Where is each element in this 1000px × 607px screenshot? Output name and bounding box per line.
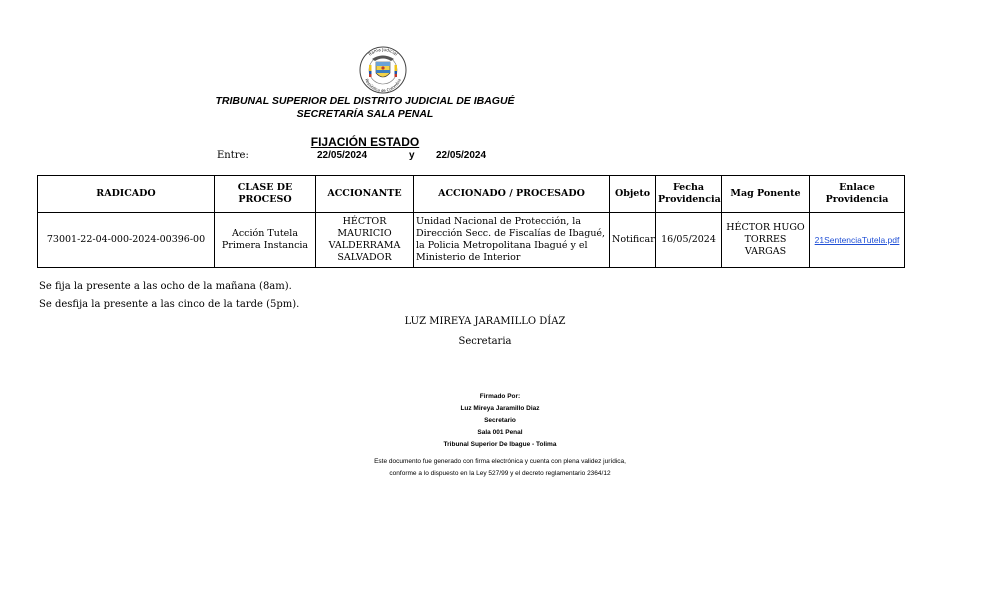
cell-accionado xyxy=(414,213,610,268)
cell-objeto: Notificar xyxy=(610,213,656,268)
note-fija: Se fija la presente a las ocho de la mañana (8am). xyxy=(39,281,292,292)
firma-cargo: Secretario xyxy=(484,417,516,424)
col-fecha xyxy=(656,176,722,213)
col-enlace-label-2: Providencia xyxy=(825,194,889,205)
firma-legal-line-2: conforme a lo dispuesto en la Ley 527/99 y el decreto reglamentario 2364/12 xyxy=(389,470,611,477)
cell-accionado-line-4: Ministerio de Interior xyxy=(416,252,521,263)
col-objeto-label: Objeto xyxy=(614,188,651,199)
table-header-row xyxy=(38,176,905,213)
cell-ponente xyxy=(722,213,810,268)
col-accionante-label: ACCIONANTE xyxy=(327,188,402,199)
cell-accionante-line-2: MAURICIO xyxy=(337,228,392,239)
col-objeto xyxy=(610,176,656,213)
col-fecha-label-2: Providencia xyxy=(658,194,721,205)
col-ponente-label: Mag Ponente xyxy=(730,188,801,199)
svg-text:Rama Judicial xyxy=(368,47,399,57)
cell-accionante-line-4: SALVADOR xyxy=(337,252,392,263)
document-title: FIJACIÓN ESTADO xyxy=(310,135,420,149)
secretariat-name: SECRETARÍA SALA PENAL xyxy=(296,108,434,120)
col-accionado xyxy=(414,176,610,213)
cell-accionante-line-1: HÉCTOR xyxy=(342,216,387,227)
note-desfija: Se desfija la presente a las cinco de la tarde (5pm). xyxy=(39,299,300,310)
firma-tribunal: Tribunal Superior De Ibague - Tolima xyxy=(443,441,557,448)
date-to: 22/05/2024 xyxy=(436,150,487,161)
court-title-block xyxy=(200,95,530,121)
cell-clase xyxy=(215,213,316,268)
date-from: 22/05/2024 xyxy=(317,150,368,161)
col-enlace xyxy=(810,176,905,213)
cell-accionado-line-2: Dirección Secc. de Fiscalías de Ibagué, xyxy=(416,228,606,239)
court-name: TRIBUNAL SUPERIOR DEL DISTRITO JUDICIAL DE IBAGUÉ xyxy=(215,95,515,107)
cell-enlace xyxy=(810,213,905,268)
table-row xyxy=(38,213,905,268)
providencia-link[interactable]: 21SentenciaTutela.pdf xyxy=(814,234,900,245)
col-clase-label-2: PROCESO xyxy=(238,194,292,205)
cell-ponente-line-1: HÉCTOR HUGO xyxy=(726,222,805,233)
firma-name: Luz Mireya Jaramillo Diaz xyxy=(460,405,540,412)
firma-legal-line-1: Este documento fue generado con firma electrónica y cuenta con plena validez jurídica, xyxy=(374,458,626,465)
cell-clase-line-1: Acción Tutela xyxy=(232,228,298,239)
signature-role: Secretaria xyxy=(458,336,512,347)
col-radicado xyxy=(38,176,215,213)
estado-table xyxy=(37,175,905,268)
col-fecha-label-1: Fecha xyxy=(672,182,705,193)
firma-label: Firmado Por: xyxy=(479,393,521,400)
col-accionante xyxy=(316,176,414,213)
svg-text:República de Colombia xyxy=(364,77,402,93)
entre-label: Entre: xyxy=(217,150,249,161)
cell-accionante xyxy=(316,213,414,268)
col-radicado-label: RADICADO xyxy=(96,188,156,199)
cell-ponente-line-2: TORRES xyxy=(744,234,787,245)
col-enlace-label-1: Enlace xyxy=(839,182,875,193)
rama-judicial-seal-icon xyxy=(355,43,411,95)
cell-radicado: 73001-22-04-000-2024-00396-00 xyxy=(38,213,215,268)
col-ponente xyxy=(722,176,810,213)
firma-sala: Sala 001 Penal xyxy=(477,429,523,436)
cell-ponente-line-3: VARGAS xyxy=(744,246,787,257)
cell-clase-line-2: Primera Instancia xyxy=(221,240,309,251)
y-label: y xyxy=(409,150,415,161)
cell-accionante-line-3: VALDERRAMA xyxy=(328,240,401,251)
seal-text-bottom: República de Colombia xyxy=(364,77,402,94)
cell-fecha: 16/05/2024 xyxy=(656,213,722,268)
cell-accionado-line-1: Unidad Nacional de Protección, la xyxy=(416,216,581,227)
signature-name: LUZ MIREYA JARAMILLO DÍAZ xyxy=(404,316,566,327)
cell-accionado-line-3: la Policia Metropolitana Ibagué y el xyxy=(416,240,588,251)
col-clase xyxy=(215,176,316,213)
seal-text-top: Rama Judicial xyxy=(367,46,399,57)
col-accionado-label: ACCIONADO / PROCESADO xyxy=(438,188,585,199)
col-clase-label-1: CLASE DE xyxy=(237,182,293,193)
